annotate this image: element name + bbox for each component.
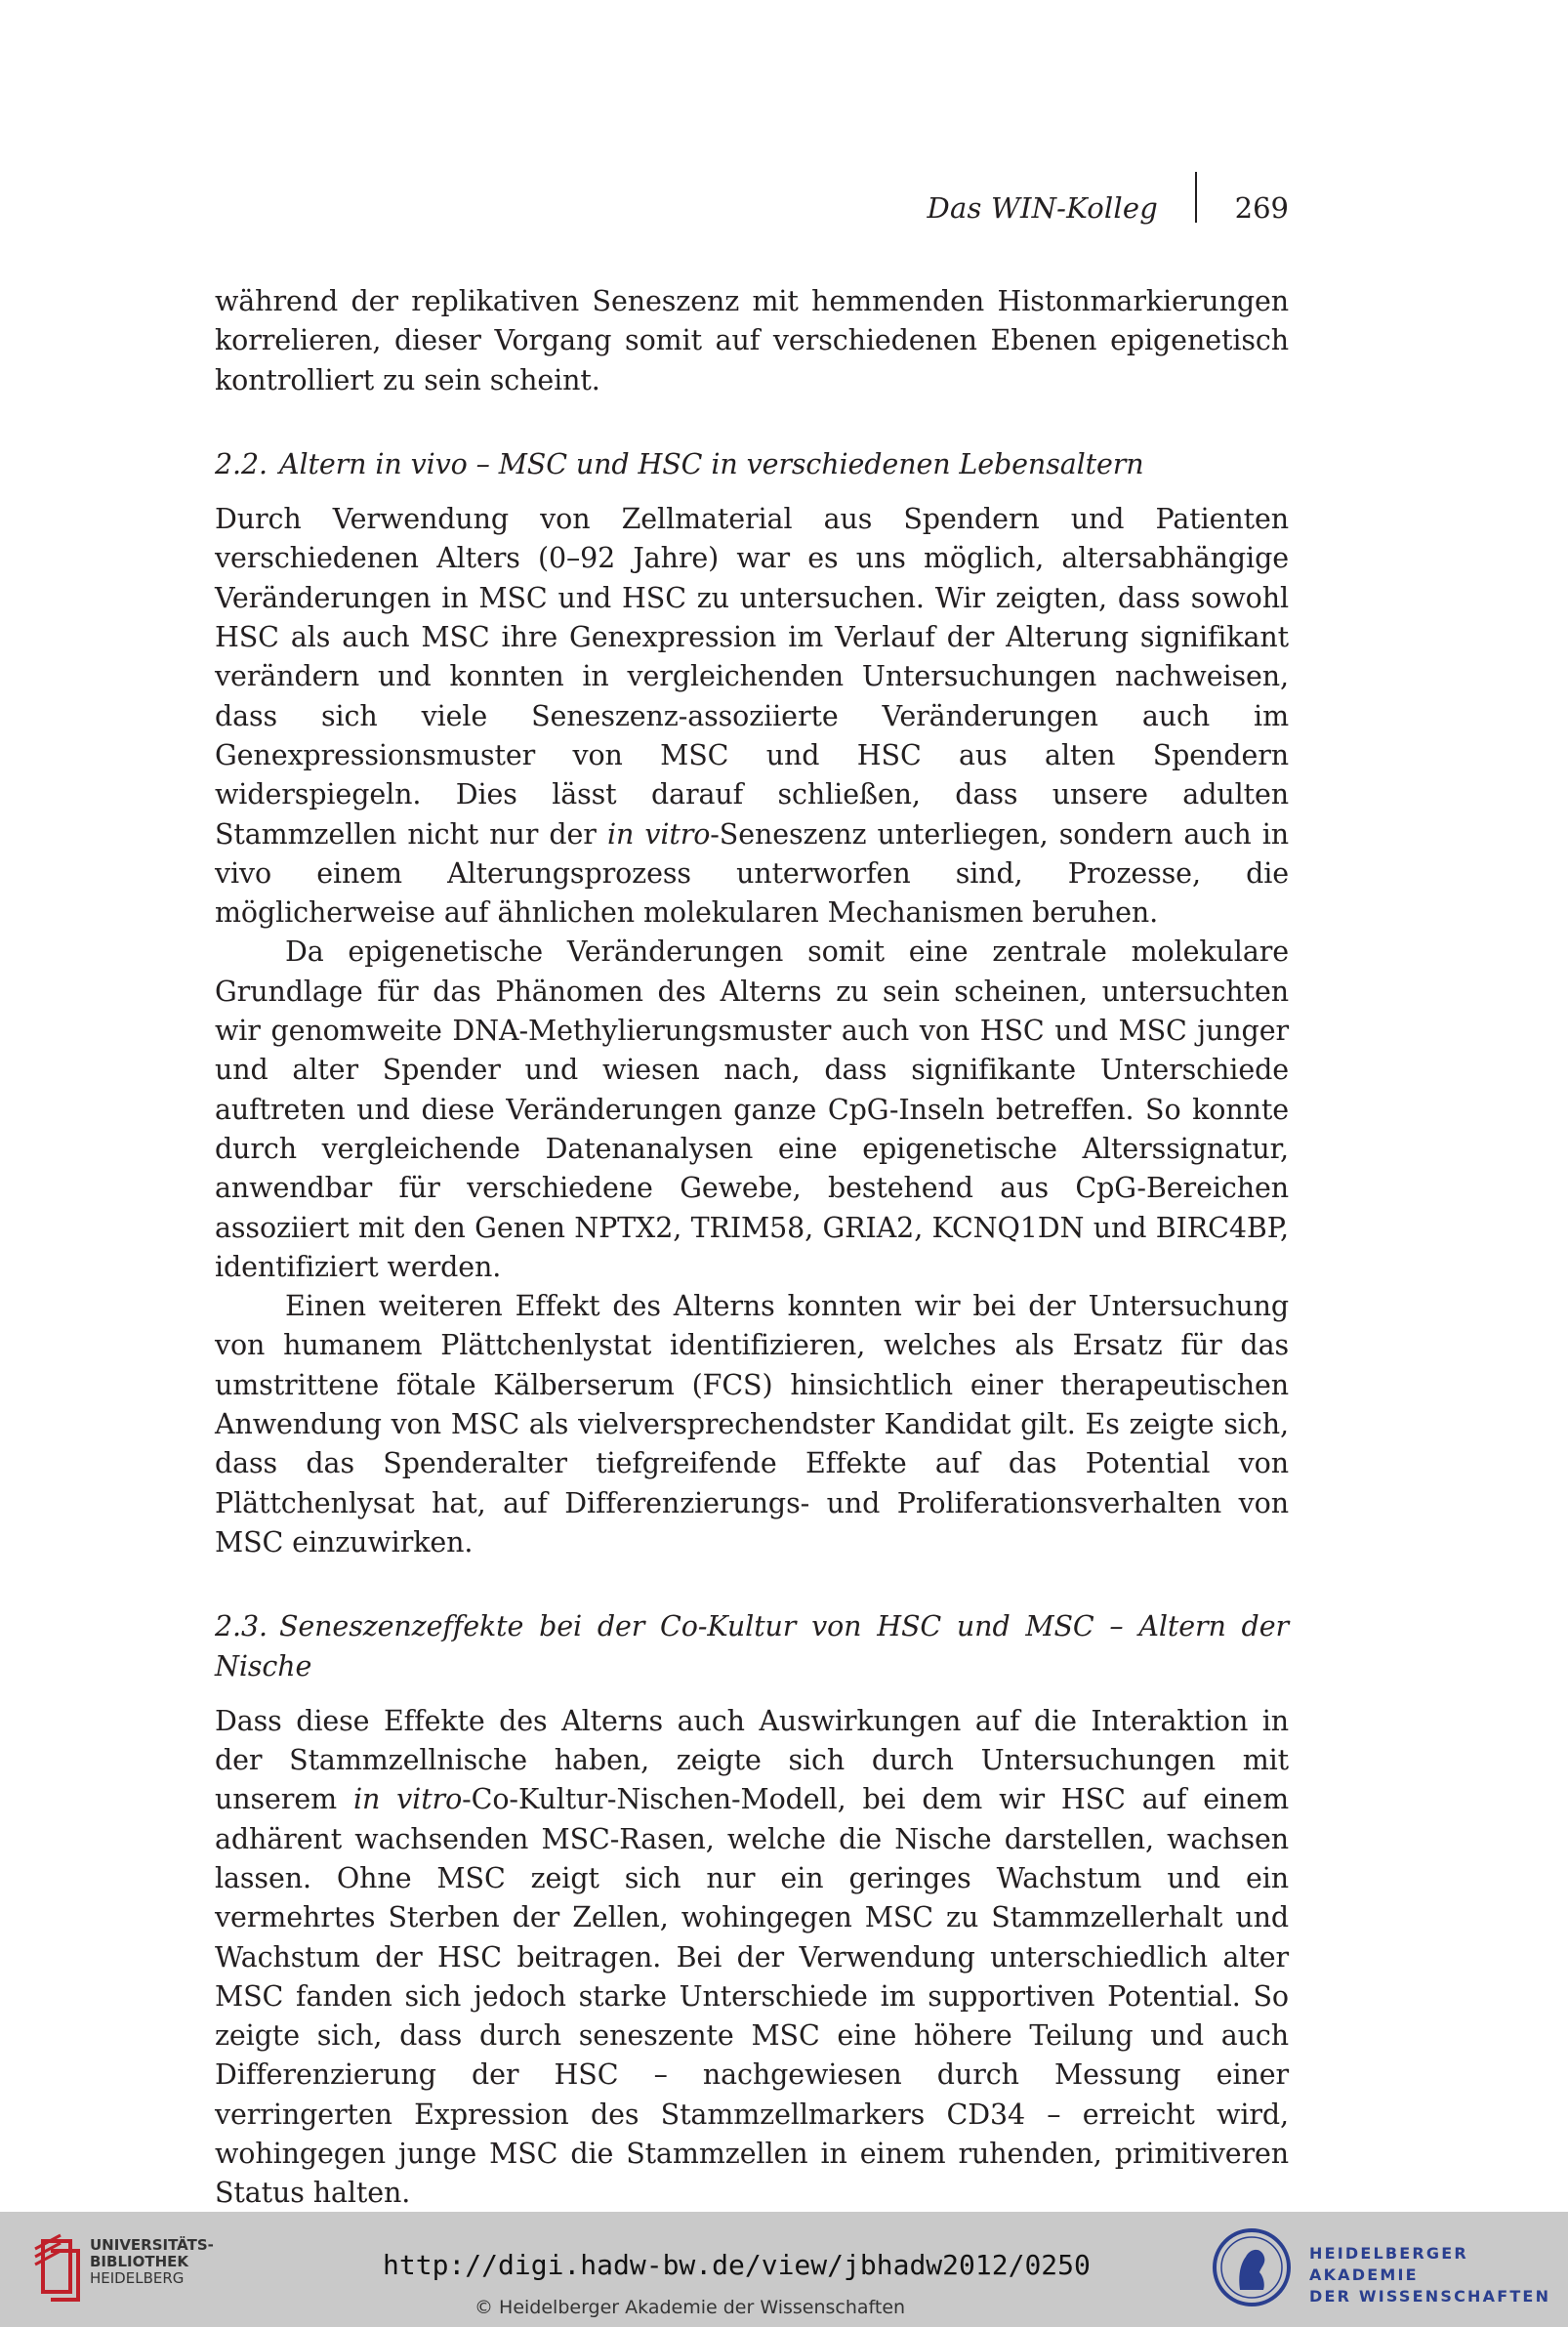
paragraph-4	[215, 1702, 1289, 2214]
page-number: 269	[1234, 191, 1289, 225]
footer-bar	[0, 2212, 1568, 2327]
university-library-logo-icon[interactable]	[31, 2233, 86, 2302]
ub-line-3: HEIDELBERG	[90, 2269, 185, 2287]
body-text	[215, 282, 1289, 2214]
section-title: Altern in vivo – MSC und HSC in verschiedenen Lebensaltern	[278, 447, 1144, 480]
ub-line-1: UNIVERSITÄTS-	[90, 2236, 214, 2254]
paragraph-3: Einen weiteren Effekt des Alterns konnten wir bei der Untersuchung von humanem Plättchenlystat identifizieren, welches als Ersatz für das umstrittene fötale Kälberserum (FCS) hinsichtlich einer therapeutischen Anwendung von MSC als vielversprechendster Kandidat gilt. Es zeigte sich, dass das Spenderalter tiefgreifende Effekte auf das Potential von Plättchenlysat hat, auf Differenzierungs- und Proliferationsverhalten von MSC einzuwirken.	[215, 1290, 1289, 1558]
paragraph-1-italic: in vitro	[606, 817, 711, 851]
running-head-divider	[1195, 172, 1197, 223]
paragraph-1	[215, 500, 1289, 933]
academy-seal-icon[interactable]	[1211, 2225, 1293, 2309]
university-library-name	[90, 2237, 214, 2287]
section-number: 2.3.	[215, 1610, 268, 1643]
permalink-url[interactable]: http://digi.hadw-bw.de/view/jbhadw2012/0250	[383, 2249, 1091, 2281]
running-head	[215, 186, 1289, 229]
academy-line-1: HEIDELBERGER AKADEMIE	[1309, 2244, 1468, 2284]
running-head-title: Das WIN-Kolleg	[927, 191, 1158, 225]
section-title: Seneszenzeffekte bei der Co-Kultur von HSC und MSC – Altern der Nische	[215, 1610, 1289, 1683]
paragraph-1-text: Durch Verwendung von Zellmaterial aus Spendern und Patienten verschiedenen Alters (0–92 Jahre) war es uns möglich, altersabhängige Veränderungen in MSC und HSC zu untersuchen. Wir zeigten, dass sowohl HSC als auch MSC ihre Genexpression im Verlauf der Alterung signifikant verändern und konnten in vergleichenden Untersuchungen nachweisen, dass sich viele Seneszenz-assoziierte Veränderungen auch im Genexpressionsmuster von MSC und HSC aus alten Spendern widerspiegeln. Dies lässt darauf schließen, dass unsere adulten Stammzellen nicht nur der	[215, 503, 1289, 851]
academy-name	[1309, 2243, 1568, 2307]
paragraph-1-text-cont: -Seneszenz unterliegen, sondern auch in vivo einem Alterungsprozess unterworfen sind, Prozesse, die möglicherweise auf ähnlichen molekularen Mechanismen beruhen.	[215, 817, 1289, 930]
paragraph-4-text: Dass diese Effekte des Alterns auch Auswirkungen auf die Interaktion in der Stammzellnische haben, zeigte sich durch Untersuchungen mit unserem	[215, 1704, 1289, 1816]
paragraph-4-text-cont: -Co-Kultur-Nischen-Modell, bei dem wir HSC auf einem adhärent wachsenden MSC-Rasen, welche die Nische darstellen, wachsen lassen. Ohne MSC zeigt sich nur ein geringes Wachstum und ein vermehrtes Sterben der Zellen, wohingegen MSC zu Stammzellerhalt und Wachstum der HSC beitragen. Bei der Verwendung unterschiedlich alter MSC fanden sich jedoch starke Unterschiede im supportiven Potential. So zeigte sich, dass durch seneszente MSC eine höhere Teilung und auch Differenzierung der HSC – nachgewiesen durch Messung einer verringerten Expression des Stammzellmarkers CD34 – erreicht wird, wohingegen junge MSC die Stammzellen in einem ruhenden, primitiveren Status halten.	[215, 1783, 1290, 2210]
paragraph-2: Da epigenetische Veränderungen somit eine zentrale molekulare Grundlage für das Phänomen des Alterns zu sein scheinen, untersuchten wir genomweite DNA-Methylierungsmuster auch von HSC und MSC junger und alter Spender und wiesen nach, dass signifikante Unterschiede auftreten und diese Veränderungen ganze CpG-Inseln betreffen. So konnte durch vergleichende Datenanalysen eine epigenetische Alterssignatur, anwendbar für verschiedene Gewebe, bestehend aus CpG-Bereichen assoziiert mit den Genen NPTX2, TRIM58, GRIA2, KCNQ1DN und BIRC4BP, identifiziert werden.	[215, 935, 1289, 1283]
section-heading-2-3	[215, 1607, 1289, 1686]
paragraph-4-italic: in vitro	[352, 1783, 463, 1816]
paragraph-intro: während der replikativen Seneszenz mit hemmenden Histonmarkierungen korrelieren, dieser Vorgang somit auf verschiedenen Ebenen epigenetisch kontrolliert zu sein scheint.	[215, 285, 1289, 396]
section-heading-2-2	[215, 445, 1289, 484]
section-number: 2.2.	[215, 447, 268, 480]
ub-line-2: BIBLIOTHEK	[90, 2253, 188, 2270]
copyright-notice: © Heidelberger Akademie der Wissenschaften	[475, 2297, 906, 2318]
academy-line-2: DER WISSENSCHAFTEN	[1309, 2287, 1551, 2306]
